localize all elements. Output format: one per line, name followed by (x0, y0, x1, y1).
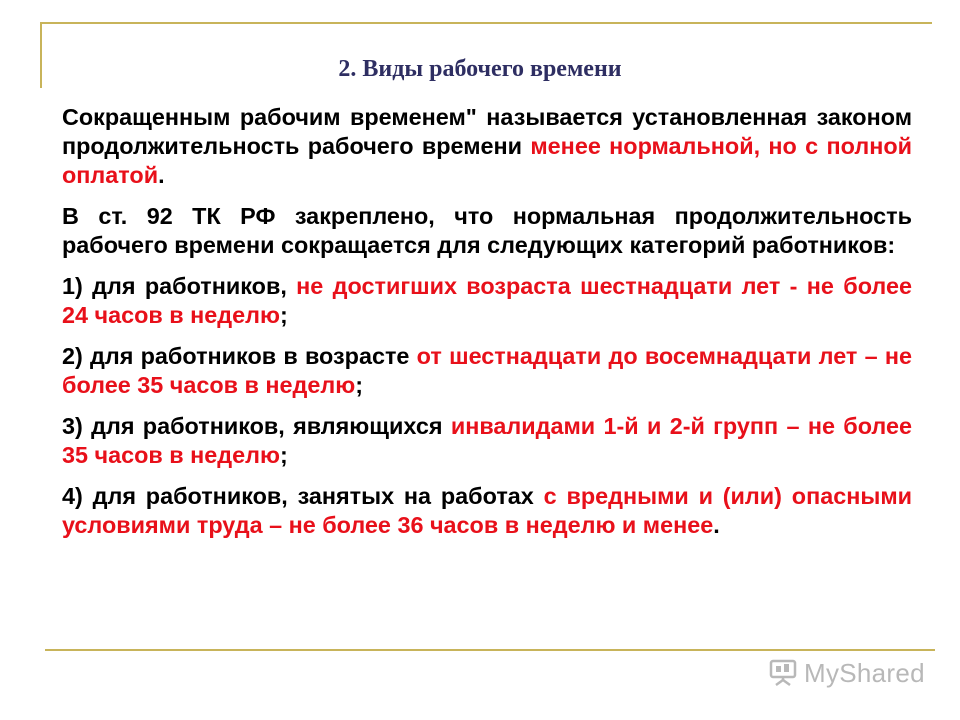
list-item-3-end: ; (280, 442, 288, 468)
list-item-2-end: ; (355, 372, 364, 398)
list-item-4 (62, 482, 912, 540)
presentation-board-icon (768, 659, 798, 687)
slide-body (62, 103, 912, 552)
slide-title: 2. Виды рабочего времени (338, 56, 622, 82)
definition-highlight: менее нормальной, но с полной оплатой (62, 133, 913, 188)
list-item-1-lead: 1) для работников, (62, 273, 297, 299)
top-rule (40, 22, 932, 24)
article-92-text: В ст. 92 ТК РФ закреплено, что нормальная продолжительность рабочего времени сокращается для следующих категорий работников: (62, 203, 912, 258)
list-item-1-highlight: не достигших возраста шестнадцати лет - не более 24 часов в неделю (62, 273, 912, 328)
list-item-3 (62, 412, 912, 470)
bottom-rule (45, 649, 935, 651)
list-item-4-end: . (713, 512, 720, 538)
list-item-1 (62, 272, 912, 330)
definition-text: Сокращенным рабочим временем" называется установленная законом продолжительность рабочего времени (62, 104, 912, 159)
list-item-3-highlight: инвалидами 1-й и 2-й групп – не более 35 часов в неделю (62, 413, 912, 468)
list-item-2-lead: 2) для работников в возрасте (62, 343, 417, 369)
list-item-4-lead: 4) для работников, занятых на работах (62, 483, 544, 509)
list-item-3-lead: 3) для работников, являющихся (62, 413, 451, 439)
list-item-2 (62, 342, 912, 400)
paragraph-article-92 (62, 202, 912, 260)
list-item-4-highlight: с вредными и (или) опасными условиями труда – не более 36 часов в неделю и менее (62, 483, 912, 538)
definition-end: . (158, 162, 165, 188)
watermark-logo (768, 658, 925, 688)
list-item-2-highlight: от шестнадцати до восемнадцати лет – не более 35 часов в неделю (62, 343, 912, 398)
watermark-text: MyShared (804, 657, 925, 688)
list-item-1-end: ; (280, 302, 288, 328)
paragraph-definition (62, 103, 912, 190)
